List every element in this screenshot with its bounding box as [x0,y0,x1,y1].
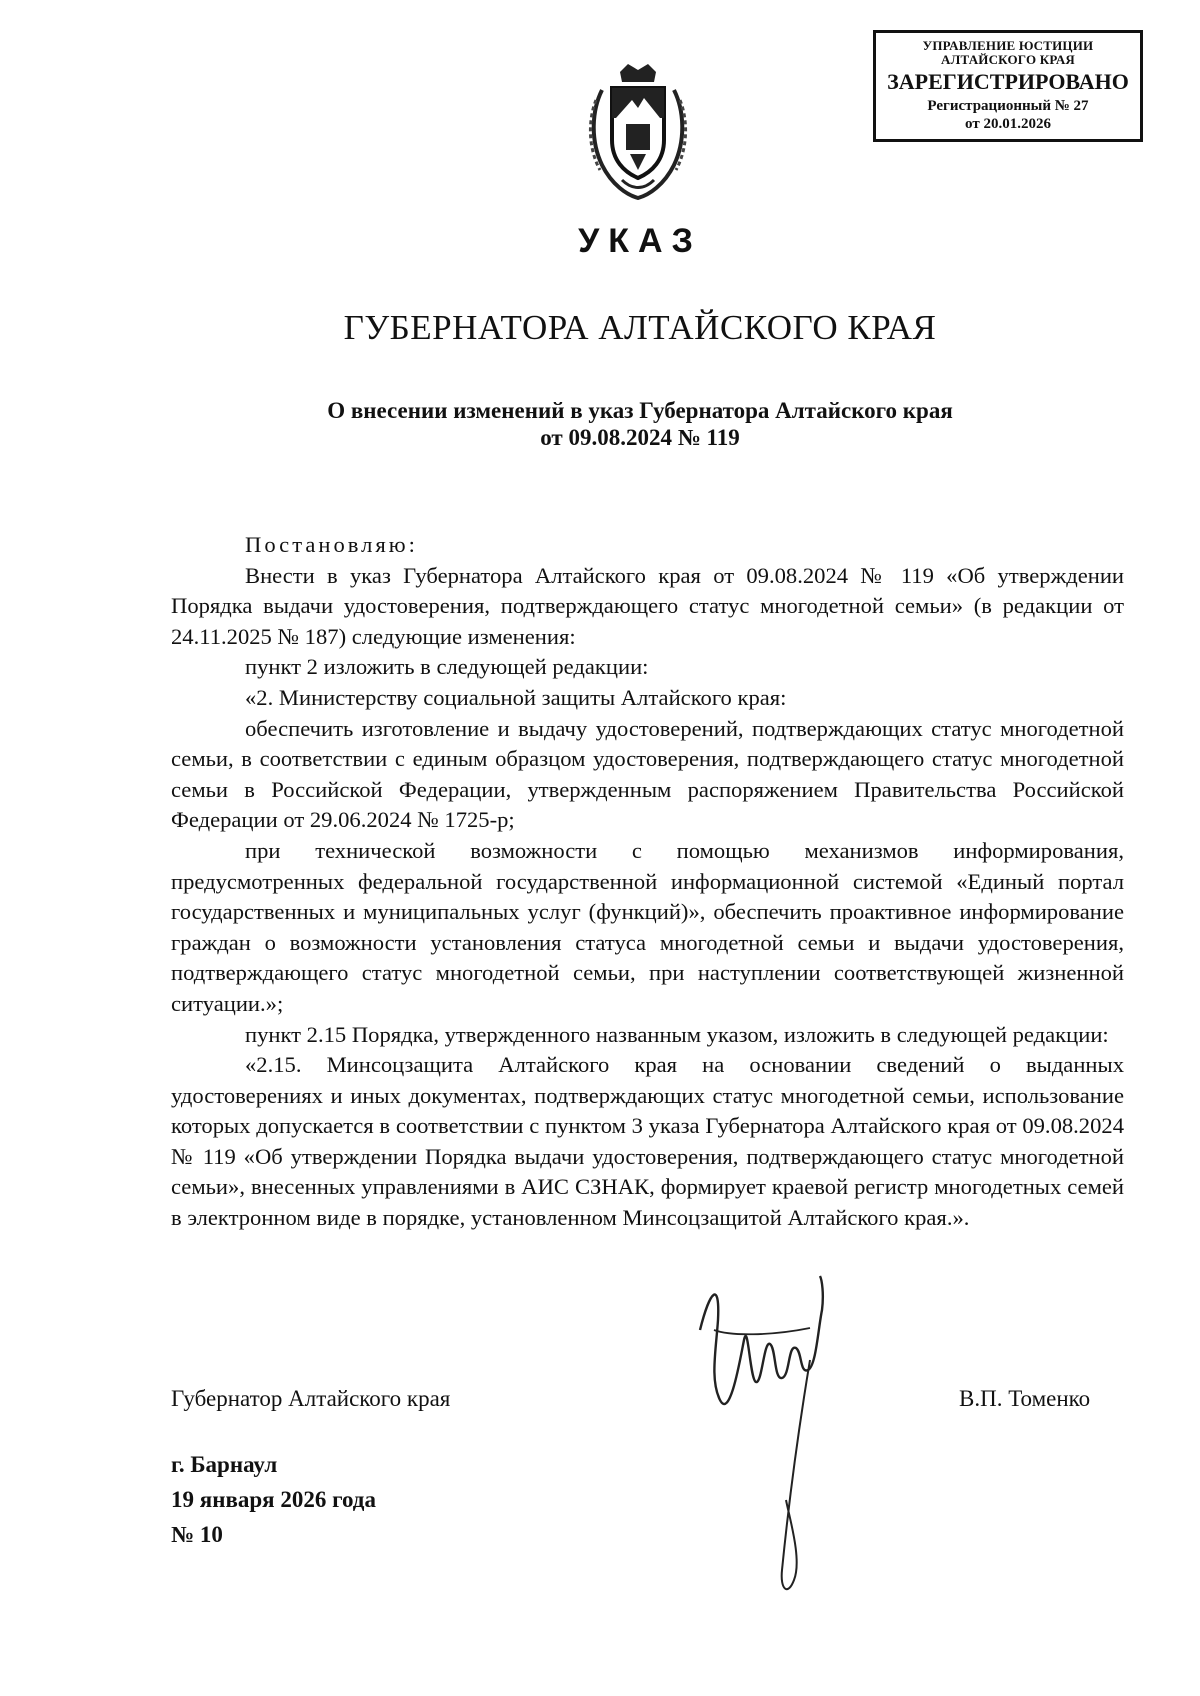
document-type-title: УКАЗ [578,222,702,260]
stamp-reg-number: Регистрационный № 27 [927,98,1089,114]
paragraph-point2-issue: обеспечить изготовление и выдачу удостоверений, подтверждающих статус многодетной семьи, в соответствии с единым образцом удостоверения, подтверждающего статус многодетной семьи в Российской Федерации, утвержденным распоряжением Правительства Российской Федерации от 29.06.2024 № 1725-р; [171,715,1124,833]
document-body [171,530,1124,1234]
issuer-subtitle: ГУБЕРНАТОРА АЛТАЙСКОГО КРАЯ [343,308,937,347]
paragraph-point2-ministry: «2. Министерству социальной защиты Алтайского края: [245,684,787,710]
document-heading [170,397,1110,451]
paragraph-point2-intro: пункт 2 изложить в следующей редакции: [245,654,649,680]
stamp-org-line2: АЛТАЙСКОГО КРАЯ [941,52,1075,67]
paragraph-point215-text: «2.15. Минсоцзащита Алтайского края на основании сведений о выданных удостоверениях и иных документах, подтверждающих статус многодетной семьи, использование которых допускается в соответствии с пунктом 3 указа Губернатора Алтайского края от 09.08.2024 № 119 «Об утверждении Порядка выдачи удостоверения, подтверждающего статус многодетной семьи», внесенных управлениями в АИС СЗНАК, формирует краевой регистр многодетных семей в электронном виде в порядке, установленном Минсоцзащитой Алтайского края.». [171,1052,1124,1231]
heading-line-2: от 09.08.2024 № 119 [540,425,740,450]
place-date-block [171,1447,376,1552]
stamp-org-line1: УПРАВЛЕНИЕ ЮСТИЦИИ [922,38,1094,53]
decree-number: № 10 [171,1522,223,1547]
registration-stamp [873,30,1143,142]
paragraph-decree: Постановляю: [245,532,418,557]
stamp-status: ЗАРЕГИСТРИРОВАНО [887,69,1129,94]
signatory-name: В.П. Томенко [959,1386,1091,1411]
stamp-reg-date: от 20.01.2026 [965,116,1051,132]
handwritten-signature-icon [690,1270,850,1600]
paragraph-point215-intro: пункт 2.15 Порядка, утвержденного названным указом, изложить в следующей редакции: [245,1021,1109,1047]
decree-date: 19 января 2026 года [171,1487,376,1512]
signatory-position: Губернатор Алтайского края [171,1386,451,1411]
paragraph-point2-inform: при технической возможности с помощью механизмов информирования, предусмотренных федеральной государственной информационной системой «Единый портал государственных и муниципальных услуг (функций)», обеспечить проактивное информирование граждан о возможности установления статуса многодетной семьи и выдачи удостоверения, подтверждающего статус многодетной семьи, при наступлении соответствующей жизненной ситуации.»; [171,837,1124,1016]
paragraph-amend: Внести в указ Губернатора Алтайского края от 09.08.2024 № 119 «Об утверждении Порядка выдачи удостоверения, подтверждающего статус многодетной семьи» (в редакции от 24.11.2025 № 187) следующие изменения: [171,562,1124,649]
city: г. Барнаул [171,1452,278,1477]
altai-krai-coat-of-arms-icon [582,60,694,200]
heading-line-1: О внесении изменений в указ Губернатора Алтайского края [327,398,953,423]
